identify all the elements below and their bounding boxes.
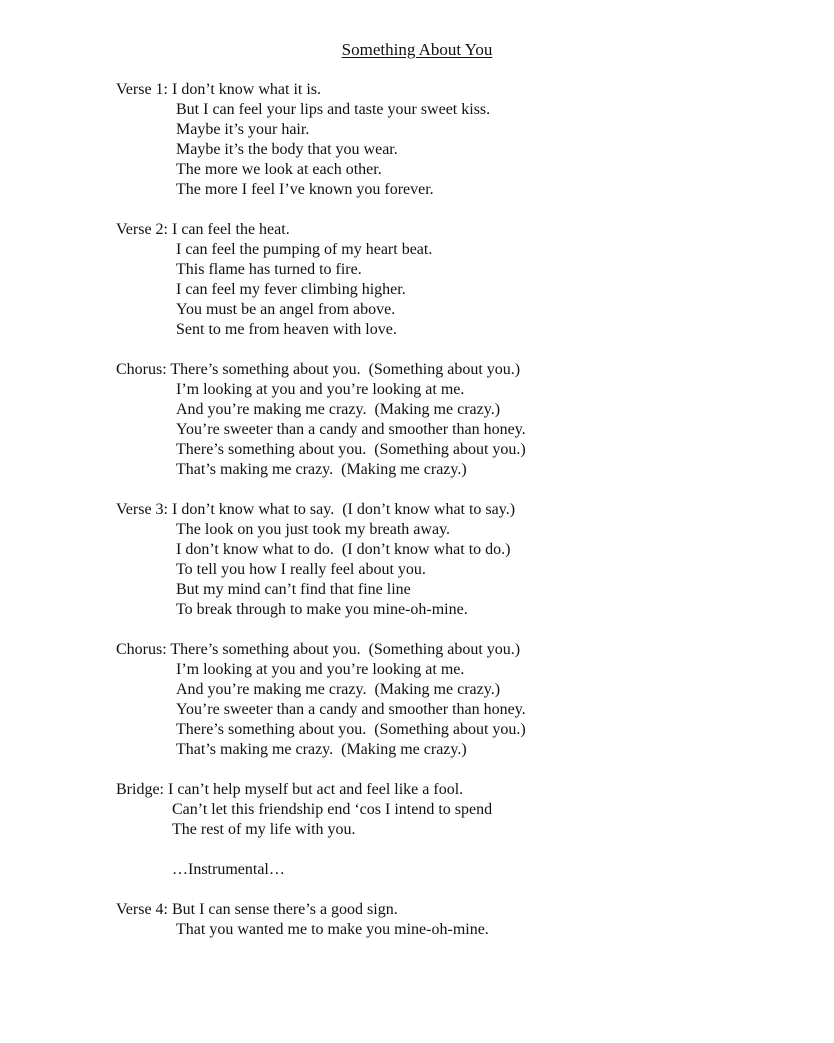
lyric-line: Verse 1: I don’t know what it is.	[116, 81, 322, 98]
lyric-line: To break through to make you mine-oh-mine.	[176, 601, 468, 618]
lyric-line: Verse 4: But I can sense there’s a good sign.	[116, 901, 398, 918]
lyric-line: But my mind can’t find that fine line	[176, 581, 411, 598]
section-label-verse-1: Verse 1:	[116, 81, 172, 98]
lyric-line: This flame has turned to fire.	[176, 261, 362, 278]
instrumental-note: …Instrumental…	[172, 861, 285, 878]
stanza-gap	[116, 840, 796, 860]
lyric-line: Sent to me from heaven with love.	[176, 321, 397, 338]
lyric-line: But I can feel your lips and taste your sweet kiss.	[176, 101, 491, 118]
lyric-line: I’m looking at you and you’re looking at me.	[176, 661, 465, 678]
lyric-line: Verse 2: I can feel the heat.	[116, 221, 290, 238]
lyric-line: Verse 3: I don’t know what to say. (I don’t know what to say.)	[116, 501, 516, 518]
section-label-chorus: Chorus:	[116, 361, 171, 378]
chorus-1-section	[116, 360, 796, 480]
verse-4-section	[116, 900, 796, 940]
lyric-line: I can feel the pumping of my heart beat.	[176, 241, 433, 258]
stanza-gap	[116, 760, 796, 780]
stanza-gap	[116, 340, 796, 360]
lyric-line: And you’re making me crazy. (Making me crazy.)	[176, 401, 501, 418]
lyric-line: The more I feel I’ve known you forever.	[176, 181, 434, 198]
lyric-line: To tell you how I really feel about you.	[176, 561, 426, 578]
lyric-line: The rest of my life with you.	[172, 821, 356, 838]
song-title-text: Something About You	[341, 40, 493, 59]
lyric-line: You must be an angel from above.	[176, 301, 396, 318]
lyric-line: Chorus: There’s something about you. (Something about you.)	[116, 641, 521, 658]
instrumental-section	[116, 860, 796, 880]
lyric-line: There’s something about you. (Something about you.)	[176, 721, 526, 738]
lyric-line: You’re sweeter than a candy and smoother than honey.	[176, 421, 526, 438]
lyric-line: Bridge: I can’t help myself but act and feel like a fool.	[116, 781, 464, 798]
lyric-line: You’re sweeter than a candy and smoother than honey.	[176, 701, 526, 718]
section-label-bridge: Bridge:	[116, 781, 168, 798]
stanza-gap	[116, 480, 796, 500]
lyric-line: There’s something about you. (Something about you.)	[176, 441, 526, 458]
lyric-line: That you wanted me to make you mine-oh-mine.	[176, 921, 489, 938]
stanza-gap	[116, 620, 796, 640]
lyric-line: Can’t let this friendship end ‘cos I intend to spend	[172, 801, 493, 818]
lyric-line: The more we look at each other.	[176, 161, 382, 178]
lyric-line: Chorus: There’s something about you. (Something about you.)	[116, 361, 521, 378]
lyric-line: Maybe it’s the body that you wear.	[176, 141, 398, 158]
lyric-line: Maybe it’s your hair.	[176, 121, 310, 138]
lyric-line: That’s making me crazy. (Making me crazy.)	[176, 741, 467, 758]
lyric-line: That’s making me crazy. (Making me crazy.)	[176, 461, 467, 478]
section-label-verse-4: Verse 4:	[116, 901, 172, 918]
section-label-verse-3: Verse 3:	[116, 501, 172, 518]
lyrics-body	[116, 80, 796, 940]
stanza-gap	[116, 200, 796, 220]
lyric-line: I can feel my fever climbing higher.	[176, 281, 406, 298]
chorus-2-section	[116, 640, 796, 760]
section-label-chorus: Chorus:	[116, 641, 171, 658]
song-title	[0, 40, 834, 60]
verse-2-section	[116, 220, 796, 340]
lyric-line: I don’t know what to do. (I don’t know what to do.)	[176, 541, 511, 558]
verse-1-section	[116, 80, 796, 200]
verse-3-section	[116, 500, 796, 620]
lyric-line: I’m looking at you and you’re looking at me.	[176, 381, 465, 398]
lyric-line: The look on you just took my breath away.	[176, 521, 451, 538]
lyric-line: And you’re making me crazy. (Making me crazy.)	[176, 681, 501, 698]
stanza-gap	[116, 880, 796, 900]
bridge-section	[116, 780, 796, 840]
section-label-verse-2: Verse 2:	[116, 221, 172, 238]
